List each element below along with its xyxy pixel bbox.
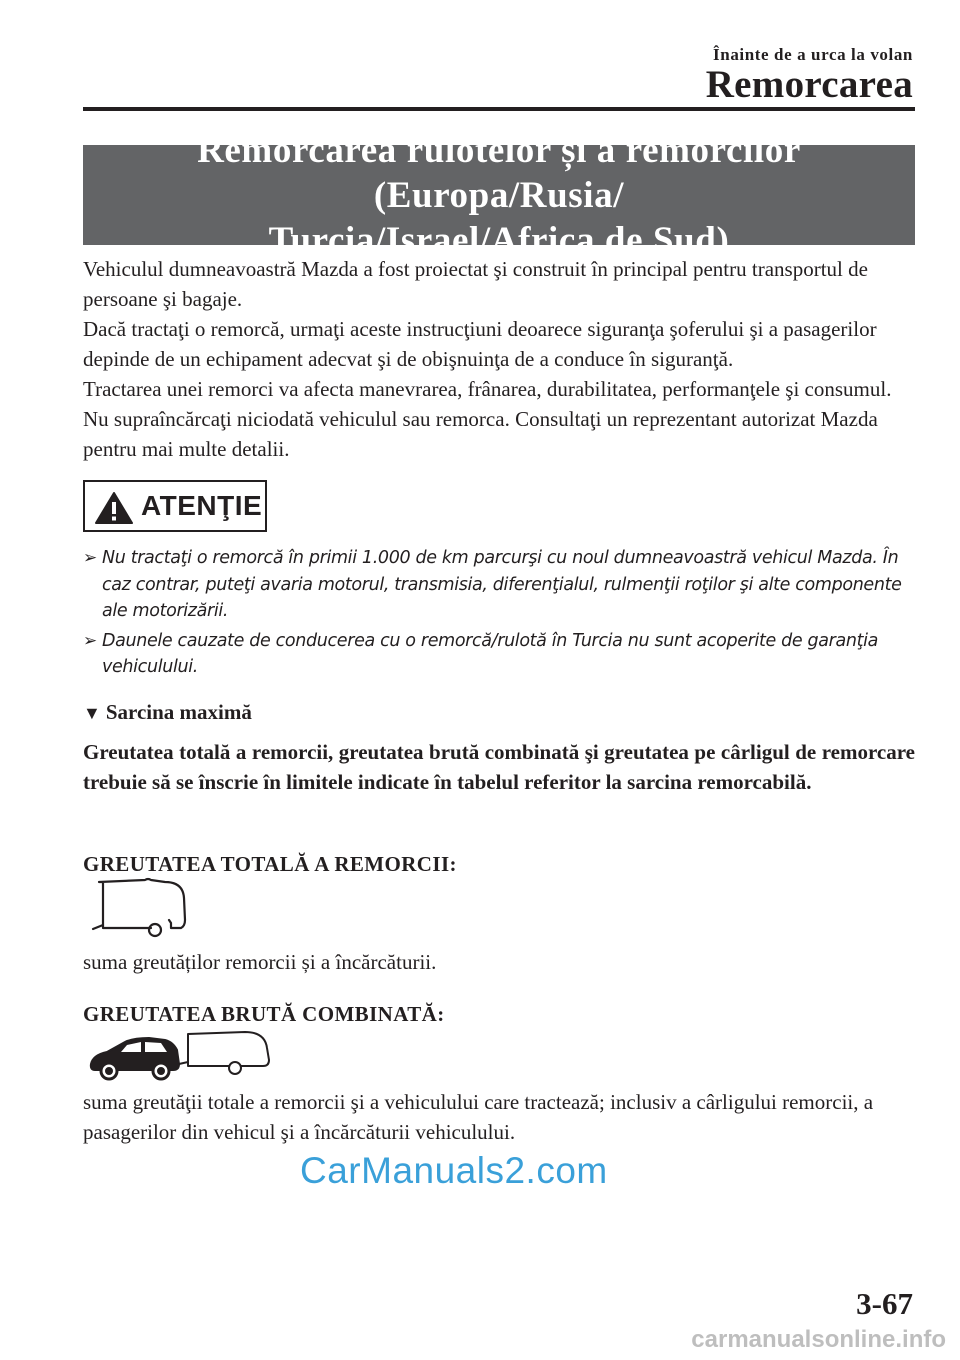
header-title: Remorcarea [705,63,913,106]
definition-caption: GREUTATEA TOTALĂ A REMORCII: [83,852,457,876]
intro-paragraph: Nu supraîncărcaţi niciodată vehiculul sau remorca. Consultaţi un reprezentant autorizat Mazda pentru mai multe detalii. [83,407,878,461]
page-title-band [83,129,915,261]
page-title-line-1: Remorcarea rulotelor și a remorcilor (Europa/Rusia/ [197,129,801,216]
watermark-text: CarManuals2.com [300,1150,608,1191]
intro-paragraph: Vehiculul dumneavoastră Mazda a fost proiectat şi construit în principal pentru transportul de persoane şi bagaje. [83,257,868,311]
warning-item: ➢ Nu tractaţi o remorcă în primii 1.000 de km parcurşi cu noul dumneavoastră vehicul Mazda. În caz contrar, puteţi avaria motorul, transmisia, diferenţialul, rulmenţii roţilor şi alte componente ale motorizării. [83,545,913,625]
warning-triangle-icon [94,491,134,530]
warning-list [83,545,913,684]
intro-paragraph: Tractarea unei remorci va afecta manevrarea, frânarea, durabilitatea, performanţele şi consumul. [83,377,892,401]
warning-label: ATENŢIE [141,490,263,521]
down-triangle-icon: ▼ [83,703,101,723]
section-body: Greutatea totală a remorcii, greutatea brută combinată şi greutatea pe cârligul de remorcare trebuie să se înscrie în limitele indicate în tabelul referitor la sarcina remorcabilă. [83,740,915,794]
header-divider [83,107,915,111]
arrow-bullet-icon: ➢ [83,548,97,568]
intro-text [83,254,923,464]
footer-site-watermark: carmanualsonline.info [691,1326,946,1353]
definition-text: suma greutăților remorcii și a încărcăturii. [83,950,437,974]
header-section-label: Înainte de a urca la volan [713,45,913,64]
warning-item: ➢ Daunele cauzate de conducerea cu o remorcă/rulotă în Turcia nu sunt acoperite de garanţia vehiculului. [83,628,913,681]
trailer-icon [85,876,195,945]
definition-text: suma greutăţii totale a remorcii şi a vehiculului care tractează; inclusiv a cârligului remorcii, a pasagerilor din vehicul şi a încărcăturii vehiculului. [83,1090,874,1144]
page-number: 3-67 [856,1286,913,1321]
intro-paragraph: Dacă tractaţi o remorcă, urmaţi aceste instrucţiuni deoarece siguranţa şoferului şi a pasagerilor depinde de un echipament adecvat şi de obişnuinţa de a conduce în siguranţă. [83,317,877,371]
page-title-line-2: Turcia/Israel/Africa de Sud) [268,219,730,261]
section-heading: ▼ Sarcina maximă [83,700,252,724]
definition-caption: GREUTATEA BRUTĂ COMBINATĂ: [83,1002,445,1026]
warning-box [83,480,267,532]
car-with-trailer-icon [85,1030,275,1091]
arrow-bullet-icon: ➢ [83,630,97,651]
